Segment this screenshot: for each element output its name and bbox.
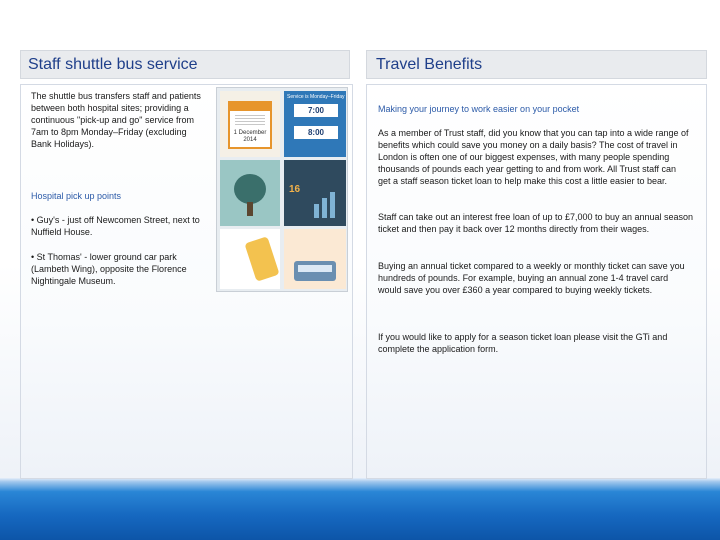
poster-service-label: Service is Monday–Friday	[287, 94, 345, 100]
poster-time-start: 7:00	[294, 104, 338, 117]
poster-tree-tile	[220, 160, 280, 226]
poster-date: 1 December 2014	[233, 130, 267, 143]
pickup-heading: Hospital pick up points	[31, 191, 122, 201]
shuttle-intro: The shuttle bus transfers staff and patients between both hospital sites; providing a continuous "pick-up and go" service from 7am to 8pm Monday–Friday (excluding Bank Holidays).	[31, 91, 201, 149]
tree-icon	[234, 174, 266, 204]
left-heading: Staff shuttle bus service	[20, 50, 350, 79]
travel-para-3: Buying an annual ticket compared to a weekly or monthly ticket can save you hundreds of pounds. For example, buying an annual zone 1-4 travel card would save you over £360 a year compared to buying weekly tickets.	[378, 261, 685, 295]
poster-bar	[314, 204, 319, 218]
tree-trunk-icon	[247, 202, 253, 216]
poster-bus-tile	[284, 229, 346, 289]
bus-icon	[294, 261, 336, 281]
footer-bar	[0, 478, 720, 540]
poster-journey-count: 16	[289, 184, 301, 195]
poster-clock-tile	[284, 91, 346, 157]
poster-stats-tile	[284, 160, 346, 226]
travel-para-1: As a member of Trust staff, did you know that you can tap into a wide range of benefits which could save you money on a daily basis? The cost of travel in London is often one of our biggest expenses, with many people spending thousands of pounds each year getting to and from work. All Trust staff can get a staff season ticket loan to help make this cost a little easier to bear.	[378, 128, 689, 186]
poster-time-end: 8:00	[294, 126, 338, 139]
calendar-icon	[228, 101, 272, 149]
shuttle-bus-poster	[216, 87, 348, 292]
poster-bar	[322, 198, 327, 218]
travel-para-2: Staff can take out an interest free loan of up to £7,000 to buy an annual season ticket and then pay it back over 12 months directly from their wages.	[378, 212, 694, 234]
right-heading: Travel Benefits	[366, 50, 707, 79]
phone-icon	[244, 236, 279, 281]
travel-subtitle: Making your journey to work easier on your pocket	[378, 104, 580, 114]
poster-bar	[330, 192, 335, 218]
poster-calendar-tile	[220, 91, 280, 157]
pickup-guys: • Guy's - just off Newcomen Street, next to Nuffield House.	[31, 215, 200, 237]
pickup-st-thomas: • St Thomas' - lower ground car park (Lambeth Wing), opposite the Florence Nightingale Museum.	[31, 252, 187, 286]
travel-para-4: If you would like to apply for a season ticket loan please visit the GTi and complete the application form.	[378, 332, 668, 354]
poster-phone-tile	[220, 229, 280, 289]
